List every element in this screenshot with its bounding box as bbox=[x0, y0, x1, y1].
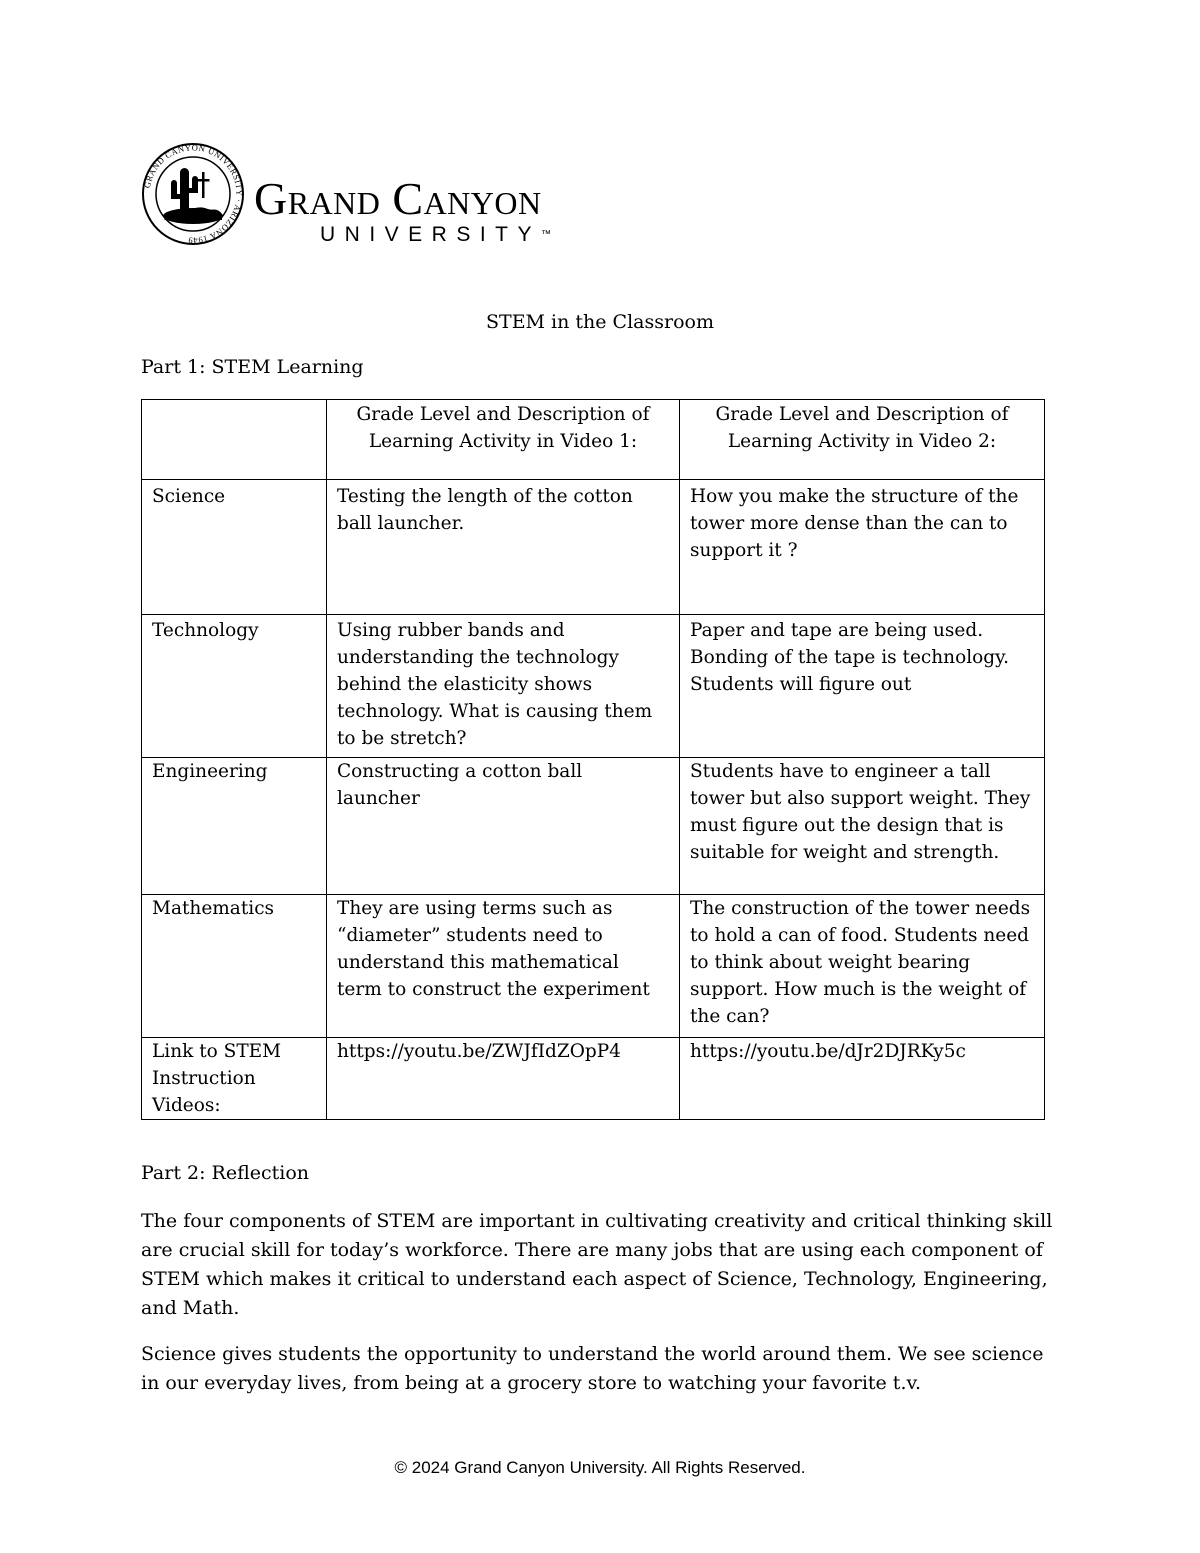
reflection-paragraph-2: Science gives students the opportunity to understand the world around them. We see science in our everyday lives, from being at a grocery store to watching your favorite t.v. bbox=[141, 1343, 1044, 1394]
technology-video1-cell: Using rubber bands and understanding the technology behind the elasticity shows technology. What is causing them to be stretch? bbox=[327, 615, 680, 758]
header-empty-cell bbox=[142, 400, 327, 480]
engineering-video2-cell: Students have to engineer a tall tower but also support weight. They must figure out the design that is suitable for weight and strength. bbox=[680, 758, 1045, 895]
video1-link[interactable]: https://youtu.be/ZWJfIdZOpP4 bbox=[327, 1038, 680, 1120]
row-label-links: Link to STEM Instruction Videos: bbox=[142, 1038, 327, 1120]
table-row-engineering bbox=[142, 758, 1045, 895]
copyright-footer: © 2024 Grand Canyon University. All Rights Reserved. bbox=[394, 1458, 806, 1477]
science-video1-cell: Testing the length of the cotton ball launcher. bbox=[327, 480, 680, 615]
seal-text: GRAND CANYON UNIVERSITY · ARIZONA 1949 bbox=[141, 142, 245, 246]
document-title: STEM in the Classroom bbox=[486, 311, 714, 333]
university-logo bbox=[140, 142, 620, 246]
logo-wordmark-title: Grand Canyon bbox=[254, 173, 542, 224]
table-row-science bbox=[142, 480, 1045, 615]
table-row-technology bbox=[142, 615, 1045, 758]
row-label-technology: Technology bbox=[142, 615, 327, 758]
video2-link[interactable]: https://youtu.be/dJr2DJRKy5c bbox=[680, 1038, 1045, 1120]
reflection-paragraph-1: The four components of STEM are important in cultivating creativity and critical thinking skill are crucial skill for today’s workforce. There are many jobs that are using each component of STEM which makes it critical to understand each aspect of Science, Technology, Engineering, and Math. bbox=[141, 1210, 1053, 1319]
table-header-row bbox=[142, 400, 1045, 480]
mathematics-video1-cell: They are using terms such as “diameter” students need to understand this mathematical term to construct the experiment bbox=[327, 895, 680, 1038]
trademark-mark: ™ bbox=[541, 229, 552, 240]
university-seal bbox=[140, 142, 246, 246]
part1-heading: Part 1: STEM Learning bbox=[141, 356, 364, 378]
header-video1: Grade Level and Description of Learning Activity in Video 1: bbox=[327, 400, 680, 480]
row-label-mathematics: Mathematics bbox=[142, 895, 327, 1038]
table-row-links bbox=[142, 1038, 1045, 1120]
logo-wordmark-subtitle: UNIVERSITY bbox=[320, 223, 542, 246]
row-label-science: Science bbox=[142, 480, 327, 615]
part2-heading: Part 2: Reflection bbox=[141, 1162, 310, 1184]
science-video2-cell: How you make the structure of the tower more dense than the can to support it ? bbox=[680, 480, 1045, 615]
stem-learning-table bbox=[141, 399, 1045, 1120]
row-label-engineering: Engineering bbox=[142, 758, 327, 895]
header-video2: Grade Level and Description of Learning Activity in Video 2: bbox=[680, 400, 1045, 480]
technology-video2-cell: Paper and tape are being used. Bonding of the tape is technology. Students will figure out bbox=[680, 615, 1045, 758]
engineering-video1-cell: Constructing a cotton ball launcher bbox=[327, 758, 680, 895]
mathematics-video2-cell: The construction of the tower needs to hold a can of food. Students need to think about weight bearing support. How much is the weight of the can? bbox=[680, 895, 1045, 1038]
table-row-mathematics bbox=[142, 895, 1045, 1038]
